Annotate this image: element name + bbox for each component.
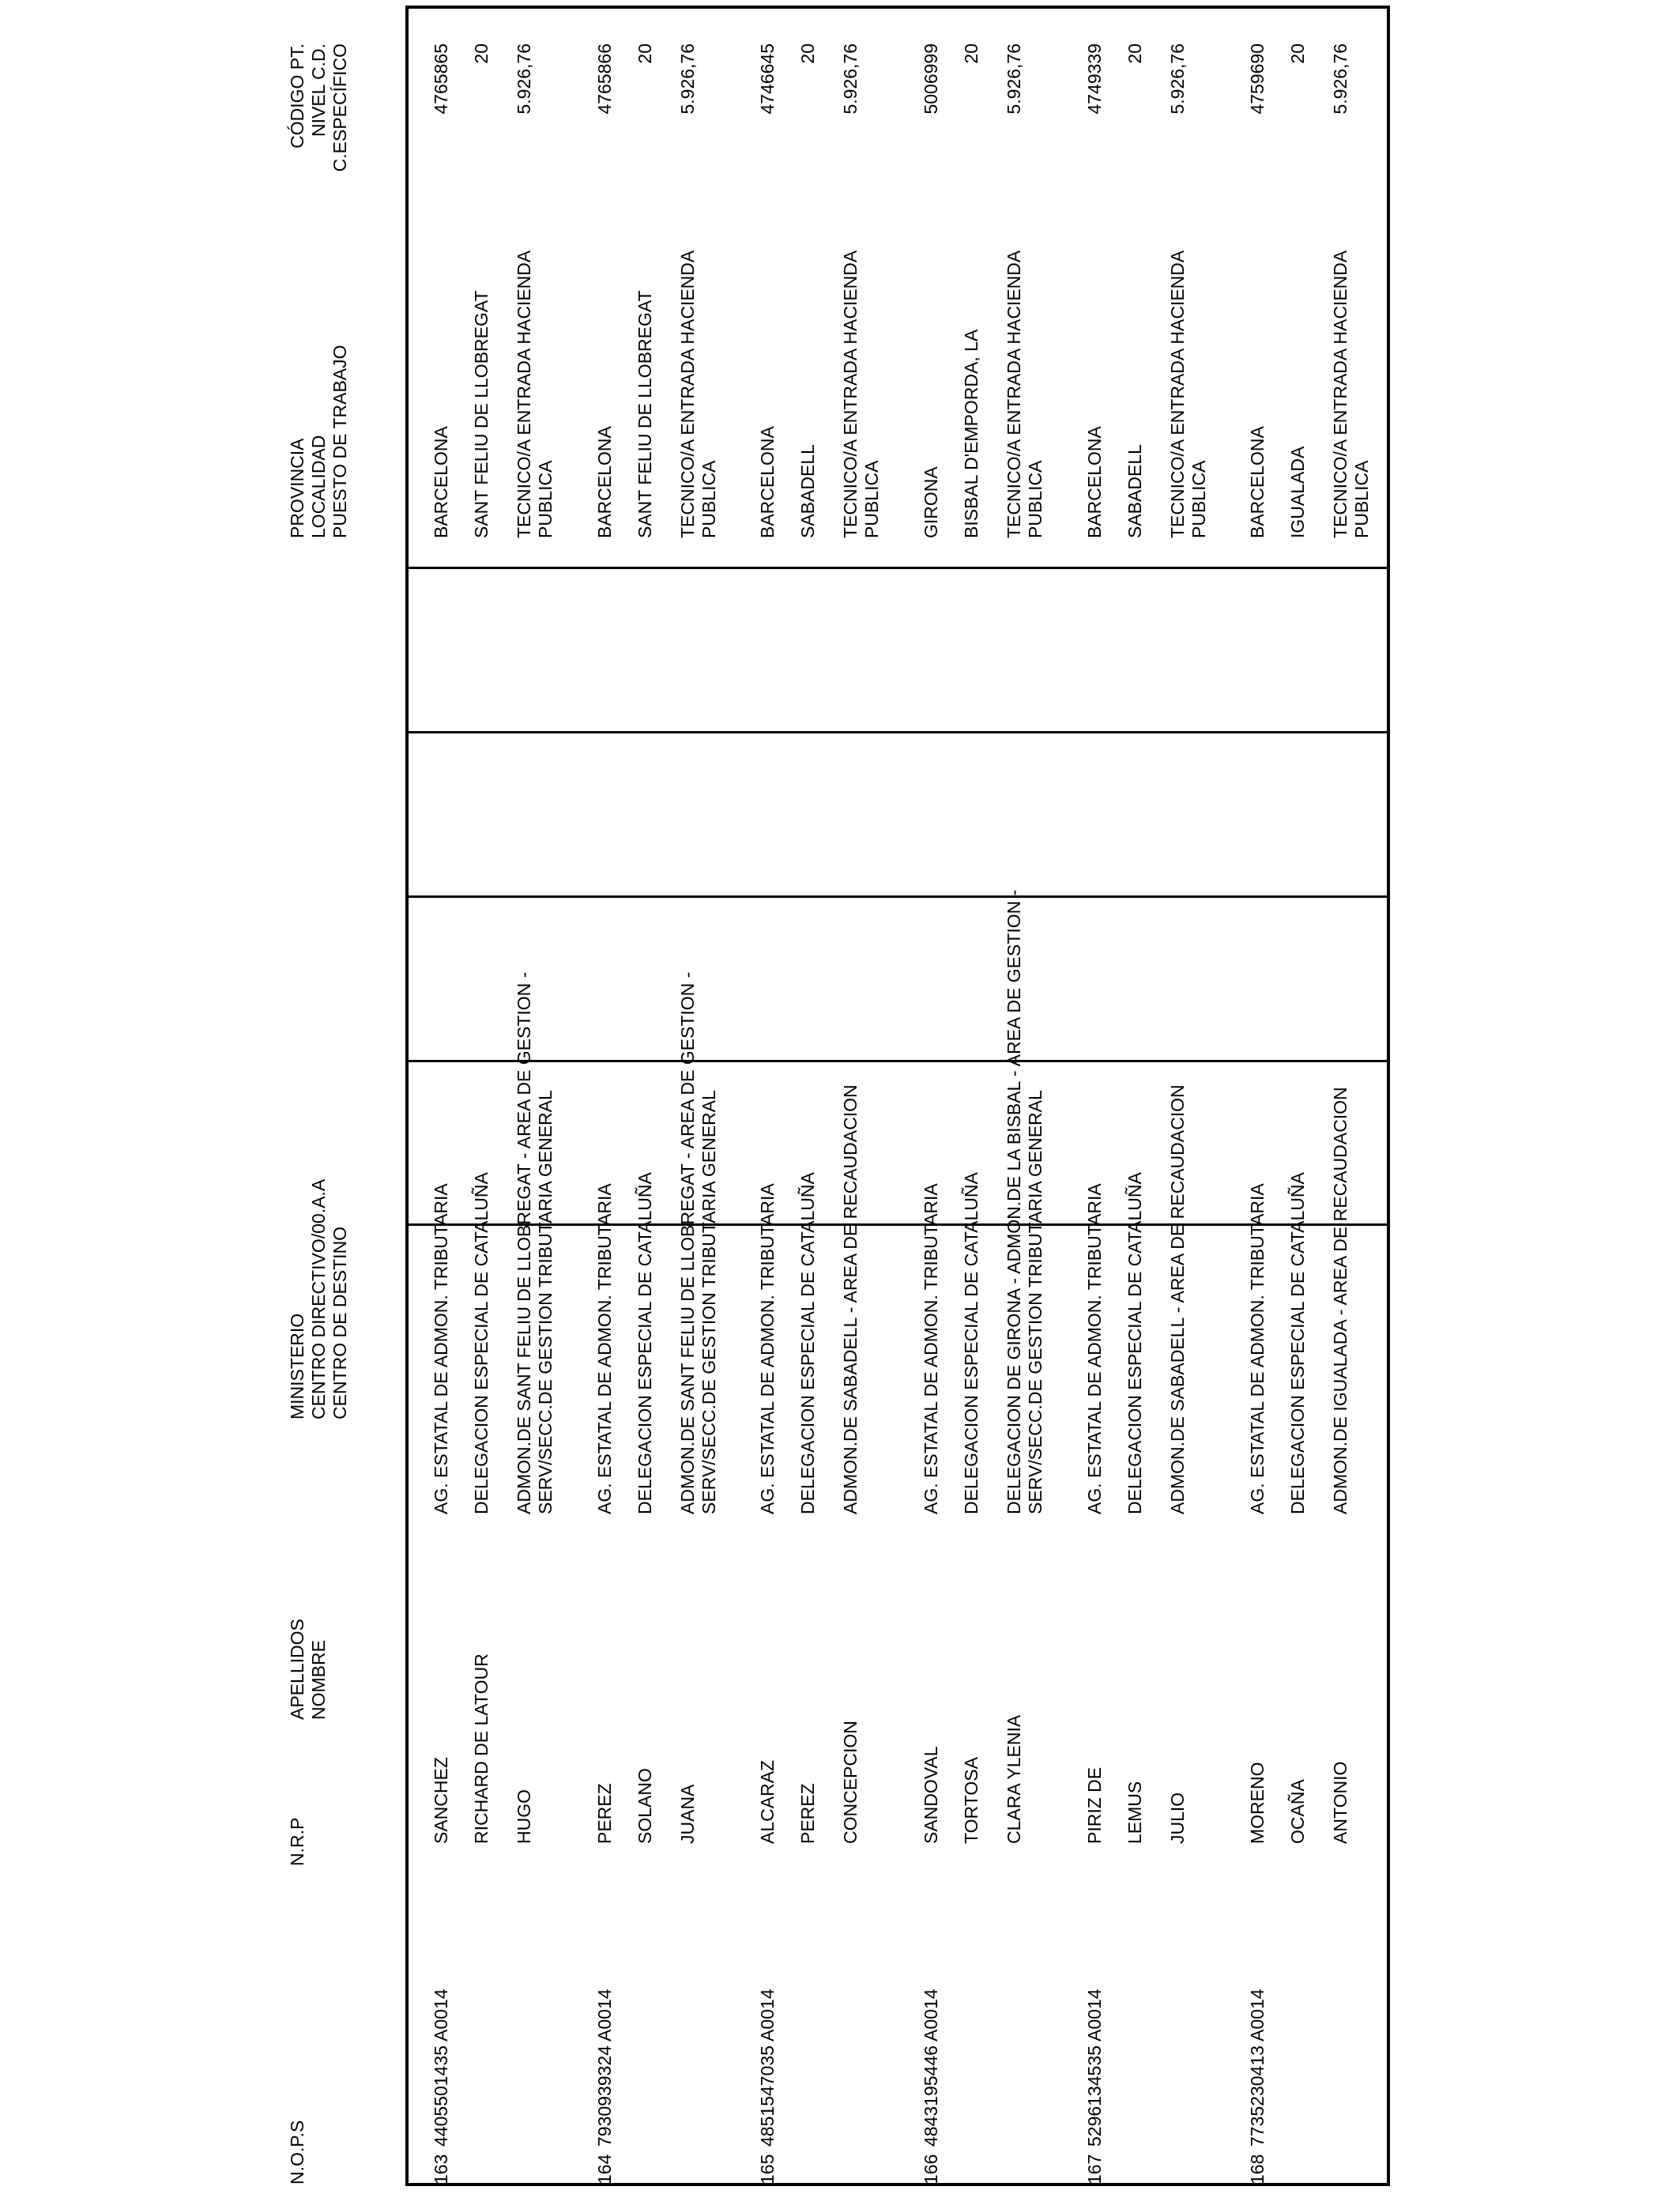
ministerio: AG. ESTATAL DE ADMON. TRIBUTARIA [921, 1183, 941, 1514]
nombre: JULIO [1167, 1792, 1188, 1844]
centro-destino-line-2: SERV/SECC.DE GESTION TRIBUTARIA GENERAL [1025, 1090, 1045, 1514]
codigo-pt: 4746645 [757, 43, 778, 115]
apellido-2: PEREZ [797, 1783, 818, 1844]
header-centro-destino: CENTRO DE DESTINO [330, 1226, 350, 1419]
codigo-pt: 4765865 [431, 43, 451, 115]
codigo-pt: 4749339 [1084, 43, 1105, 115]
centro-directivo: DELEGACION ESPECIAL DE CATALUÑA [471, 1172, 492, 1514]
centro-destino-line-1: ADMON.DE SANT FELIU DE LLOBREGAT - AREA DE GESTION - [677, 971, 698, 1514]
header-puesto: PUESTO DE TRABAJO [330, 345, 350, 538]
puesto-line-1: TECNICO/A ENTRADA HACIENDA [1330, 250, 1350, 538]
apellido-1: ALCARAZ [757, 1759, 778, 1844]
puesto-line-1: TECNICO/A ENTRADA HACIENDA [1167, 250, 1188, 538]
codigo-pt: 5006999 [921, 43, 941, 115]
row-separator [405, 731, 1390, 733]
nivel-cd: 20 [1287, 43, 1308, 64]
centro-destino-line-2: SERV/SECC.DE GESTION TRIBUTARIA GENERAL [535, 1090, 556, 1514]
apellido-2: RICHARD DE LATOUR [471, 1653, 492, 1844]
nivel-cd: 20 [961, 43, 981, 64]
puesto-line-2: PUBLICA [861, 460, 882, 538]
nops-number: 164 [594, 2154, 615, 2185]
nombre: CONCEPCION [840, 1721, 861, 1844]
codigo-pt: 4765866 [594, 43, 615, 115]
ministerio: AG. ESTATAL DE ADMON. TRIBUTARIA [1247, 1183, 1268, 1514]
ministerio: AG. ESTATAL DE ADMON. TRIBUTARIA [431, 1183, 451, 1514]
complemento-especifico: 5.926,76 [1330, 43, 1350, 115]
provincia: GIRONA [921, 466, 941, 538]
nivel-cd: 20 [797, 43, 818, 64]
header-nivel: NIVEL C.D. [308, 43, 329, 138]
nops-number: 165 [757, 2154, 778, 2185]
complemento-especifico: 5.926,76 [840, 43, 861, 115]
nivel-cd: 20 [635, 43, 655, 64]
centro-directivo: DELEGACION ESPECIAL DE CATALUÑA [797, 1172, 818, 1514]
nivel-cd: 20 [1124, 43, 1145, 64]
provincia: BARCELONA [431, 426, 451, 538]
nops-number: 167 [1084, 2154, 1105, 2185]
centro-directivo: DELEGACION ESPECIAL DE CATALUÑA [635, 1172, 655, 1514]
puesto-line-2: PUBLICA [1188, 460, 1209, 538]
header-nops: N.O.P.S [287, 2120, 307, 2185]
localidad: BISBAL D'EMPORDA, LA [961, 329, 981, 538]
nops-number: 163 [431, 2154, 451, 2185]
nops-number: 168 [1247, 2154, 1268, 2185]
puesto-line-1: TECNICO/A ENTRADA HACIENDA [514, 250, 534, 538]
puesto-line-2: PUBLICA [1351, 460, 1372, 538]
nombre: HUGO [514, 1789, 534, 1844]
provincia: BARCELONA [1084, 426, 1105, 538]
complemento-especifico: 5.926,76 [514, 43, 534, 115]
apellido-2: LEMUS [1124, 1781, 1145, 1844]
header-provincia: PROVINCIA [287, 438, 307, 538]
header-centro-directivo: CENTRO DIRECTIVO/00.A.A [308, 1178, 329, 1419]
ministerio: AG. ESTATAL DE ADMON. TRIBUTARIA [1084, 1183, 1105, 1514]
puesto-line-2: PUBLICA [535, 460, 556, 538]
centro-destino-line-1: ADMON.DE SABADELL - AREA DE RECAUDACION [840, 1084, 861, 1514]
localidad: SANT FELIU DE LLOBREGAT [635, 290, 655, 538]
centro-directivo: DELEGACION ESPECIAL DE CATALUÑA [1287, 1172, 1308, 1514]
header-nrp: N.R.P [287, 1817, 307, 1866]
nrp-number: 7930939324 A0014 [594, 1989, 615, 2147]
header-localidad: LOCALIDAD [308, 435, 329, 538]
row-separator [405, 895, 1390, 898]
puesto-line-1: TECNICO/A ENTRADA HACIENDA [677, 250, 698, 538]
centro-destino-line-1: ADMON.DE SANT FELIU DE LLOBREGAT - AREA DE GESTION - [514, 971, 534, 1514]
puesto-line-1: TECNICO/A ENTRADA HACIENDA [1004, 250, 1024, 538]
apellido-2: TORTOSA [961, 1757, 981, 1844]
header-nombre: NOMBRE [308, 1640, 329, 1720]
puesto-line-2: PUBLICA [1025, 460, 1045, 538]
apellido-2: OCAÑA [1287, 1779, 1308, 1844]
apellido-1: MORENO [1247, 1762, 1268, 1844]
puesto-line-2: PUBLICA [699, 460, 719, 538]
complemento-especifico: 5.926,76 [1167, 43, 1188, 115]
complemento-especifico: 5.926,76 [677, 43, 698, 115]
centro-directivo: DELEGACION ESPECIAL DE CATALUÑA [961, 1172, 981, 1514]
ministerio: AG. ESTATAL DE ADMON. TRIBUTARIA [594, 1183, 615, 1514]
nrp-number: 4851547035 A0014 [757, 1989, 778, 2147]
nrp-number: 7735230413 A0014 [1247, 1989, 1268, 2147]
header-especifico: C.ESPECÍFICO [330, 43, 350, 172]
nombre: CLARA YLENIA [1004, 1714, 1024, 1844]
nrp-number: 5296134535 A0014 [1084, 1989, 1105, 2147]
centro-destino-line-1: ADMON.DE IGUALADA - AREA DE RECAUDACION [1330, 1087, 1350, 1514]
localidad: SABADELL [797, 444, 818, 538]
ministerio: AG. ESTATAL DE ADMON. TRIBUTARIA [757, 1183, 778, 1514]
localidad: SANT FELIU DE LLOBREGAT [471, 290, 492, 538]
nivel-cd: 20 [471, 43, 492, 64]
apellido-1: SANDOVAL [921, 1746, 941, 1844]
centro-destino-line-1: DELEGACION DE GIRONA - ADMON.DE LA BISBAL - AREA DE GESTION - [1004, 889, 1024, 1514]
complemento-especifico: 5.926,76 [1004, 43, 1024, 115]
row-separator [405, 567, 1390, 569]
header-apellidos: APELLIDOS [287, 1619, 307, 1720]
nombre: ANTONIO [1330, 1761, 1350, 1844]
apellido-1: PIRIZ DE [1084, 1766, 1105, 1844]
localidad: IGUALADA [1287, 446, 1308, 538]
header-codigo: CÓDIGO PT. [287, 43, 307, 149]
localidad: SABADELL [1124, 444, 1145, 538]
nrp-number: 4843195446 A0014 [921, 1989, 941, 2147]
provincia: BARCELONA [757, 426, 778, 538]
nops-number: 166 [921, 2154, 941, 2185]
row-separator [405, 1060, 1390, 1062]
nrp-number: 4405501435 A0014 [431, 1989, 451, 2147]
header-ministerio: MINISTERIO [287, 1313, 307, 1419]
apellido-1: SANCHEZ [431, 1757, 451, 1844]
centro-destino-line-1: ADMON.DE SABADELL - AREA DE RECAUDACION [1167, 1084, 1188, 1514]
centro-destino-line-2: SERV/SECC.DE GESTION TRIBUTARIA GENERAL [699, 1090, 719, 1514]
centro-directivo: DELEGACION ESPECIAL DE CATALUÑA [1124, 1172, 1145, 1514]
apellido-1: PEREZ [594, 1783, 615, 1844]
codigo-pt: 4759690 [1247, 43, 1268, 115]
puesto-line-1: TECNICO/A ENTRADA HACIENDA [840, 250, 861, 538]
provincia: BARCELONA [594, 426, 615, 538]
nombre: JUANA [677, 1784, 698, 1844]
apellido-2: SOLANO [635, 1768, 655, 1844]
provincia: BARCELONA [1247, 426, 1268, 538]
